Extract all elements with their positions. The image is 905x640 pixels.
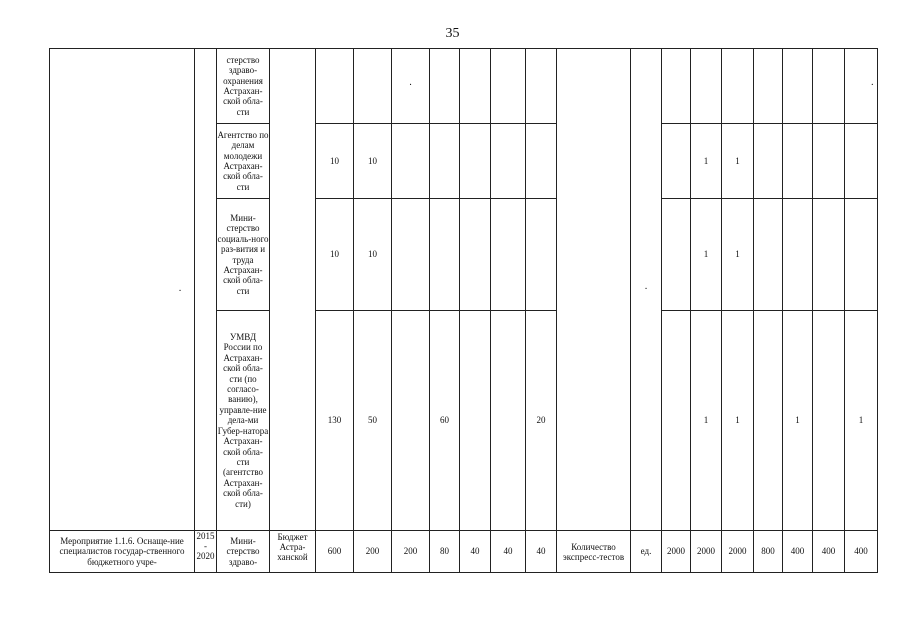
executor-cell: Мини-стерство здраво- bbox=[217, 531, 270, 573]
source-cell: Бюджет Астра-ханской bbox=[270, 531, 316, 573]
value-2019 bbox=[491, 311, 526, 531]
value-2019: 40 bbox=[491, 531, 526, 573]
value-total: 130 bbox=[316, 311, 354, 531]
indicator-2019 bbox=[813, 49, 845, 124]
indicator-total: 2000 bbox=[662, 531, 691, 573]
indicator-2020: 400 bbox=[845, 531, 878, 573]
value-2018 bbox=[460, 199, 491, 311]
indicator-2020: · bbox=[845, 49, 878, 124]
page-number: 35 bbox=[445, 26, 460, 41]
year-to: 2020 bbox=[196, 551, 215, 561]
unit-cell: ед. bbox=[631, 531, 662, 573]
year-cell bbox=[195, 49, 217, 531]
measure-cell: Мероприятие 1.1.6. Оснаще-ние специалистов государ-ственного бюджетного учре- bbox=[50, 531, 195, 573]
indicator-2015: 1 bbox=[691, 199, 722, 311]
source-cell bbox=[270, 49, 316, 531]
indicator-2020: 1 bbox=[845, 311, 878, 531]
indicator-2017 bbox=[754, 311, 783, 531]
program-table bbox=[49, 48, 878, 573]
value-2015: 10 bbox=[354, 124, 392, 199]
value-total: 10 bbox=[316, 124, 354, 199]
value-2017 bbox=[430, 124, 460, 199]
value-2020 bbox=[526, 124, 557, 199]
indicator-total bbox=[662, 49, 691, 124]
executor-cell: УМВД России по Астрахан-ской обла-сти (по согласо-ванию), управле-ние дела-ми Губер-натора Астрахан-ской обла-сти (агентство Астрахан-ской обла-сти) bbox=[217, 311, 270, 531]
table-row bbox=[50, 531, 878, 573]
indicator-2018: 1 bbox=[783, 311, 813, 531]
value-total bbox=[316, 49, 354, 124]
indicator-2019 bbox=[813, 199, 845, 311]
table-row bbox=[50, 49, 878, 124]
indicator-2017: 800 bbox=[754, 531, 783, 573]
executor-cell: Мини-стерство социаль-ного раз-вития и труда Астрахан-ской обла-сти bbox=[217, 199, 270, 311]
indicator-2015: 2000 bbox=[691, 531, 722, 573]
value-2020: 20 bbox=[526, 311, 557, 531]
value-total: 10 bbox=[316, 199, 354, 311]
executor-cell: стерство здраво-охранения Астрахан-ской обла-сти bbox=[217, 49, 270, 124]
value-2018 bbox=[460, 124, 491, 199]
indicator-2019 bbox=[813, 124, 845, 199]
indicator-cell: Количество экспресс-тестов bbox=[557, 531, 631, 573]
indicator-2016: 1 bbox=[722, 124, 754, 199]
year-from: 2015 bbox=[196, 531, 215, 541]
indicator-2016: 1 bbox=[722, 311, 754, 531]
indicator-2018 bbox=[783, 124, 813, 199]
value-2015: 50 bbox=[354, 311, 392, 531]
indicator-total bbox=[662, 199, 691, 311]
indicator-2017 bbox=[754, 49, 783, 124]
value-2015: 10 bbox=[354, 199, 392, 311]
indicator-2015: 1 bbox=[691, 311, 722, 531]
year-cell bbox=[195, 531, 217, 573]
executor-cell: Агентство по делам молодежи Астрахан-ской обла-сти bbox=[217, 124, 270, 199]
indicator-2019: 400 bbox=[813, 531, 845, 573]
value-2020 bbox=[526, 49, 557, 124]
indicator-2016 bbox=[722, 49, 754, 124]
measure-cell: · bbox=[50, 49, 195, 531]
indicator-cell bbox=[557, 49, 631, 531]
value-2016 bbox=[392, 311, 430, 531]
value-2019 bbox=[491, 124, 526, 199]
value-2017: 60 bbox=[430, 311, 460, 531]
indicator-2017 bbox=[754, 199, 783, 311]
value-2015 bbox=[354, 49, 392, 124]
value-2018 bbox=[460, 49, 491, 124]
value-2016 bbox=[392, 124, 430, 199]
indicator-2015 bbox=[691, 49, 722, 124]
indicator-2016: 2000 bbox=[722, 531, 754, 573]
value-total: 600 bbox=[316, 531, 354, 573]
value-2018 bbox=[460, 311, 491, 531]
indicator-2018: 400 bbox=[783, 531, 813, 573]
value-2017: 80 bbox=[430, 531, 460, 573]
indicator-2015: 1 bbox=[691, 124, 722, 199]
indicator-2020 bbox=[845, 199, 878, 311]
indicator-total bbox=[662, 311, 691, 531]
year-dash: - bbox=[204, 541, 207, 551]
indicator-2017 bbox=[754, 124, 783, 199]
indicator-total bbox=[662, 124, 691, 199]
value-2017 bbox=[430, 49, 460, 124]
indicator-2016: 1 bbox=[722, 199, 754, 311]
value-2015: 200 bbox=[354, 531, 392, 573]
value-2018: 40 bbox=[460, 531, 491, 573]
indicator-2018 bbox=[783, 199, 813, 311]
value-2016: 200 bbox=[392, 531, 430, 573]
indicator-2018 bbox=[783, 49, 813, 124]
value-2016 bbox=[392, 199, 430, 311]
value-2017 bbox=[430, 199, 460, 311]
value-2020 bbox=[526, 199, 557, 311]
value-2019 bbox=[491, 49, 526, 124]
value-2016: · bbox=[392, 49, 430, 124]
indicator-2019 bbox=[813, 311, 845, 531]
value-2019 bbox=[491, 199, 526, 311]
value-2020: 40 bbox=[526, 531, 557, 573]
indicator-2020 bbox=[845, 124, 878, 199]
unit-cell: · bbox=[631, 49, 662, 531]
